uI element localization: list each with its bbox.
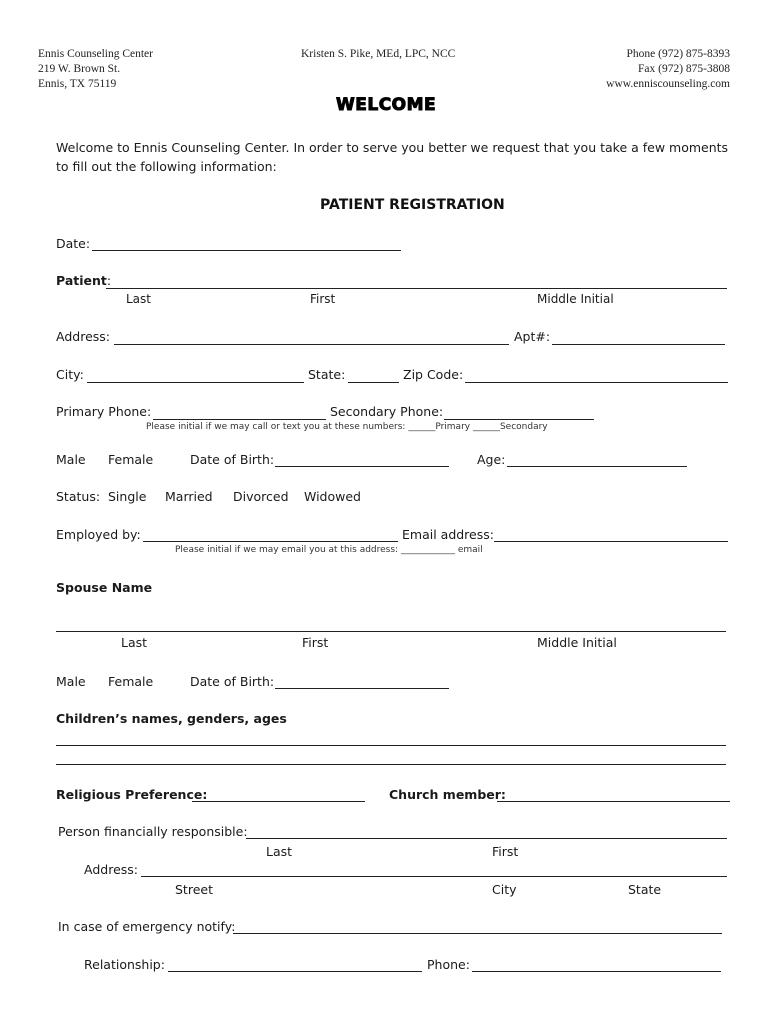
zip-label: Zip Code: — [403, 367, 464, 382]
dob-label: Date of Birth: — [190, 452, 275, 467]
form-title: PATIENT REGISTRATION — [320, 197, 505, 213]
address-field[interactable] — [114, 328, 509, 344]
female-option[interactable]: Female — [108, 452, 154, 467]
relationship-label: Relationship: — [84, 957, 165, 972]
patient-line — [106, 288, 727, 289]
spouse-female-option[interactable]: Female — [108, 674, 154, 689]
children-line-2 — [56, 764, 726, 765]
emergency-contact-field[interactable] — [233, 917, 722, 933]
financial-street-label: Street — [175, 882, 213, 897]
primary-phone-line — [153, 419, 326, 420]
financial-responsible-label: Person financially responsible: — [58, 824, 248, 839]
religious-preference-line — [192, 801, 365, 802]
apt-line — [552, 344, 725, 345]
emergency-contact-line — [233, 933, 722, 934]
address-line — [114, 344, 509, 345]
intro-line-1: Welcome to Ennis Counseling Center. In order to serve you better we request that you take a few moments — [56, 140, 729, 155]
religious-preference-label: Religious Preference: — [56, 787, 208, 802]
date-field[interactable] — [92, 235, 401, 251]
secondary-phone-line — [444, 419, 594, 420]
emergency-contact-label: In case of emergency notify: — [58, 919, 236, 934]
secondary-phone-field[interactable] — [444, 403, 594, 419]
city-field[interactable] — [87, 366, 304, 382]
emergency-phone-label: Phone: — [427, 957, 470, 972]
male-option[interactable]: Male — [56, 452, 86, 467]
relationship-field[interactable] — [168, 955, 422, 971]
apt-field[interactable] — [552, 328, 725, 344]
phone-consent-note: Please initial if we may call or text you at these numbers: ______Primary ______Secondary — [146, 422, 548, 432]
dob-field[interactable] — [275, 450, 449, 466]
practice-phone: Phone (972) 875-8393 — [626, 48, 730, 60]
patient-label-text: Patient — [56, 273, 107, 288]
state-label: State: — [308, 367, 346, 382]
date-label: Date: — [56, 236, 91, 251]
spouse-male-option[interactable]: Male — [56, 674, 86, 689]
secondary-phone-label: Secondary Phone: — [330, 404, 444, 419]
primary-phone-label: Primary Phone: — [56, 404, 152, 419]
age-line — [507, 466, 687, 467]
patient-label — [56, 273, 111, 288]
practice-contact — [606, 47, 730, 92]
church-member-field[interactable] — [497, 785, 730, 801]
financial-address-label: Address: — [84, 862, 138, 877]
financial-responsible-line — [246, 838, 727, 839]
status-label: Status: — [56, 489, 101, 504]
zip-field[interactable] — [465, 366, 728, 382]
apt-label: Apt#: — [514, 329, 551, 344]
spouse-dob-label: Date of Birth: — [190, 674, 275, 689]
primary-phone-field[interactable] — [153, 403, 326, 419]
church-member-label: Church member: — [389, 787, 506, 802]
children-line-1 — [56, 745, 726, 746]
financial-state-label: State — [628, 882, 662, 897]
address-label: Address: — [56, 329, 110, 344]
welcome-heading: WELCOME — [336, 95, 437, 115]
patient-last-label: Last — [126, 292, 151, 306]
patient-name-field[interactable] — [106, 272, 727, 288]
email-label: Email address: — [402, 527, 494, 542]
clinician-name: Kristen S. Pike, MEd, LPC, NCC — [301, 48, 456, 60]
practice-city: Ennis, TX 75119 — [38, 78, 117, 90]
state-line — [348, 382, 399, 383]
spouse-heading: Spouse Name — [56, 580, 153, 595]
city-label: City: — [56, 367, 84, 382]
financial-address-line — [141, 876, 727, 877]
relationship-line — [168, 971, 422, 972]
financial-responsible-field[interactable] — [246, 822, 727, 838]
emergency-phone-line — [472, 971, 721, 972]
intro-line-2: to fill out the following information: — [56, 159, 277, 174]
email-consent-note: Please initial if we may email you at this address: ____________ email — [175, 545, 483, 555]
employer-field[interactable] — [143, 525, 398, 541]
patient-label-colon: : — [106, 273, 112, 288]
children-field-1[interactable] — [56, 729, 726, 745]
financial-first-label: First — [492, 844, 519, 859]
spouse-dob-line — [275, 688, 449, 689]
children-field-2[interactable] — [56, 748, 726, 764]
state-field[interactable] — [348, 366, 399, 382]
practice-website: www.enniscounseling.com — [606, 78, 730, 90]
spouse-middle-label: Middle Initial — [537, 635, 617, 650]
status-single-option[interactable]: Single — [108, 489, 147, 504]
financial-address-field[interactable] — [141, 860, 727, 876]
spouse-name-line — [56, 631, 726, 632]
status-married-option[interactable]: Married — [165, 489, 213, 504]
spouse-name-field[interactable] — [56, 615, 726, 631]
zip-line — [465, 382, 728, 383]
church-member-line — [497, 801, 730, 802]
patient-first-label: First — [310, 292, 336, 306]
employer-line — [143, 541, 398, 542]
patient-middle-label: Middle Initial — [537, 292, 614, 306]
spouse-last-label: Last — [121, 635, 148, 650]
spouse-first-label: First — [302, 635, 329, 650]
intro-text — [56, 138, 728, 176]
dob-line — [275, 466, 449, 467]
employer-label: Employed by: — [56, 527, 141, 542]
emergency-phone-field[interactable] — [472, 955, 721, 971]
practice-name: Ennis Counseling Center — [38, 48, 153, 60]
practice-street: 219 W. Brown St. — [38, 63, 121, 75]
spouse-dob-field[interactable] — [275, 672, 449, 688]
email-line — [494, 541, 728, 542]
financial-last-label: Last — [266, 844, 293, 859]
children-heading: Children’s names, genders, ages — [56, 711, 287, 726]
religious-preference-field[interactable] — [192, 785, 365, 801]
practice-address — [38, 47, 153, 92]
financial-city-label: City — [492, 882, 517, 897]
status-widowed-option[interactable]: Widowed — [304, 489, 361, 504]
email-field[interactable] — [494, 525, 728, 541]
practice-fax: Fax (972) 875-3808 — [638, 63, 730, 75]
age-label: Age: — [477, 452, 506, 467]
city-line — [87, 382, 304, 383]
status-divorced-option[interactable]: Divorced — [233, 489, 289, 504]
age-field[interactable] — [507, 450, 687, 466]
